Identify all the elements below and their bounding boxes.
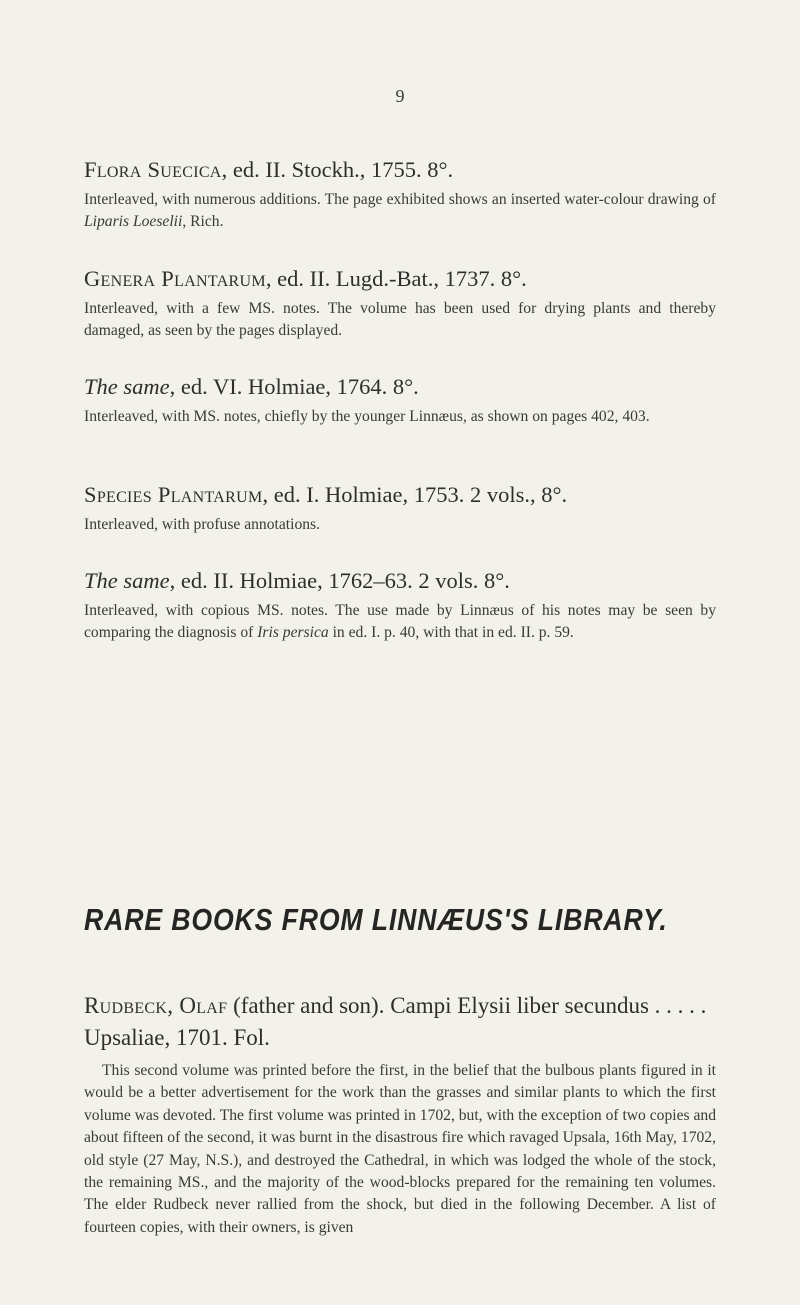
entry-heading xyxy=(84,264,716,294)
entry-details: , ed. II. Holmiae, 1762–63. 2 vols. 8°. xyxy=(169,568,510,593)
page-number: 9 xyxy=(395,86,405,106)
entry-details: (father and son). Campi Elysii liber secundus . . . . . Upsaliae, 1701. Fol. xyxy=(84,993,707,1050)
entry-heading xyxy=(84,990,716,1054)
entry-details: , ed. I. Holmiae, 1753. 2 vols., 8°. xyxy=(262,482,568,507)
entry-note: Interleaved, with a few MS. notes. The volume has been used for drying plants and thereby damaged, as seen by the pages displayed. xyxy=(84,300,716,339)
entry-title: Genera Plantarum xyxy=(84,266,266,291)
catalog-entry-species-plantarum-ed-ii xyxy=(84,566,716,644)
catalog-entry-genera-plantarum-ed-vi xyxy=(84,372,716,428)
entry-author: Rudbeck, Olaf xyxy=(84,993,228,1018)
section-title: RARE BOOKS FROM LINNÆUS'S LIBRARY. xyxy=(84,902,668,937)
entry-note: Interleaved, with copious MS. notes. The use made by Linnæus of his notes may be seen by comparing the diagnosis of Iris persica in ed. I. p. 40, with that in ed. II. p. 59. xyxy=(84,602,716,641)
entry-heading xyxy=(84,480,716,510)
entry-note: Interleaved, with profuse annotations. xyxy=(84,516,321,533)
entry-details: , ed. II. Lugd.-Bat., 1737. 8°. xyxy=(265,266,527,291)
entry-title: The same xyxy=(84,568,170,593)
entry-title: The same xyxy=(84,374,170,399)
entry-heading xyxy=(84,566,716,596)
entry-title: Species Plantarum xyxy=(84,482,263,507)
entry-title: Flora Suecica xyxy=(84,157,222,182)
catalog-entry-species-plantarum xyxy=(84,480,716,536)
entry-heading xyxy=(84,372,716,402)
entry-note: Interleaved, with numerous additions. The page exhibited shows an inserted water-colour drawing of Liparis Loeselii, Rich. xyxy=(84,191,716,230)
entry-description: This second volume was printed before the first, in the belief that the bulbous plants figured in it would be a better advertisement for the work than the grasses and similar plants to which the first volume was devoted. The first volume was printed in 1702, but, with the exception of two copies and about fifteen of the second, it was burnt in the disastrous fire which ravaged Upsala, 16th May, 1702, old style (27 May, N.S.), and destroyed the Cathedral, in which was lodged the whole of the stock, the remaining MS., and the majority of the wood-blocks prepared for the remaining ten volumes. The elder Rudbeck never rallied from the shock, but died in the following December. A list of fourteen copies, with their owners, is given xyxy=(84,1062,716,1236)
entry-note: Interleaved, with MS. notes, chiefly by the younger Linnæus, as shown on pages 402, 403. xyxy=(84,408,650,425)
catalog-entry-flora-suecica xyxy=(84,155,716,233)
entry-heading xyxy=(84,155,716,185)
catalog-entry-genera-plantarum xyxy=(84,264,716,342)
catalog-entry-rudbeck xyxy=(84,990,716,1239)
entry-details: , ed. VI. Holmiae, 1764. 8°. xyxy=(169,374,419,399)
entry-details: , ed. II. Stockh., 1755. 8°. xyxy=(221,157,454,182)
